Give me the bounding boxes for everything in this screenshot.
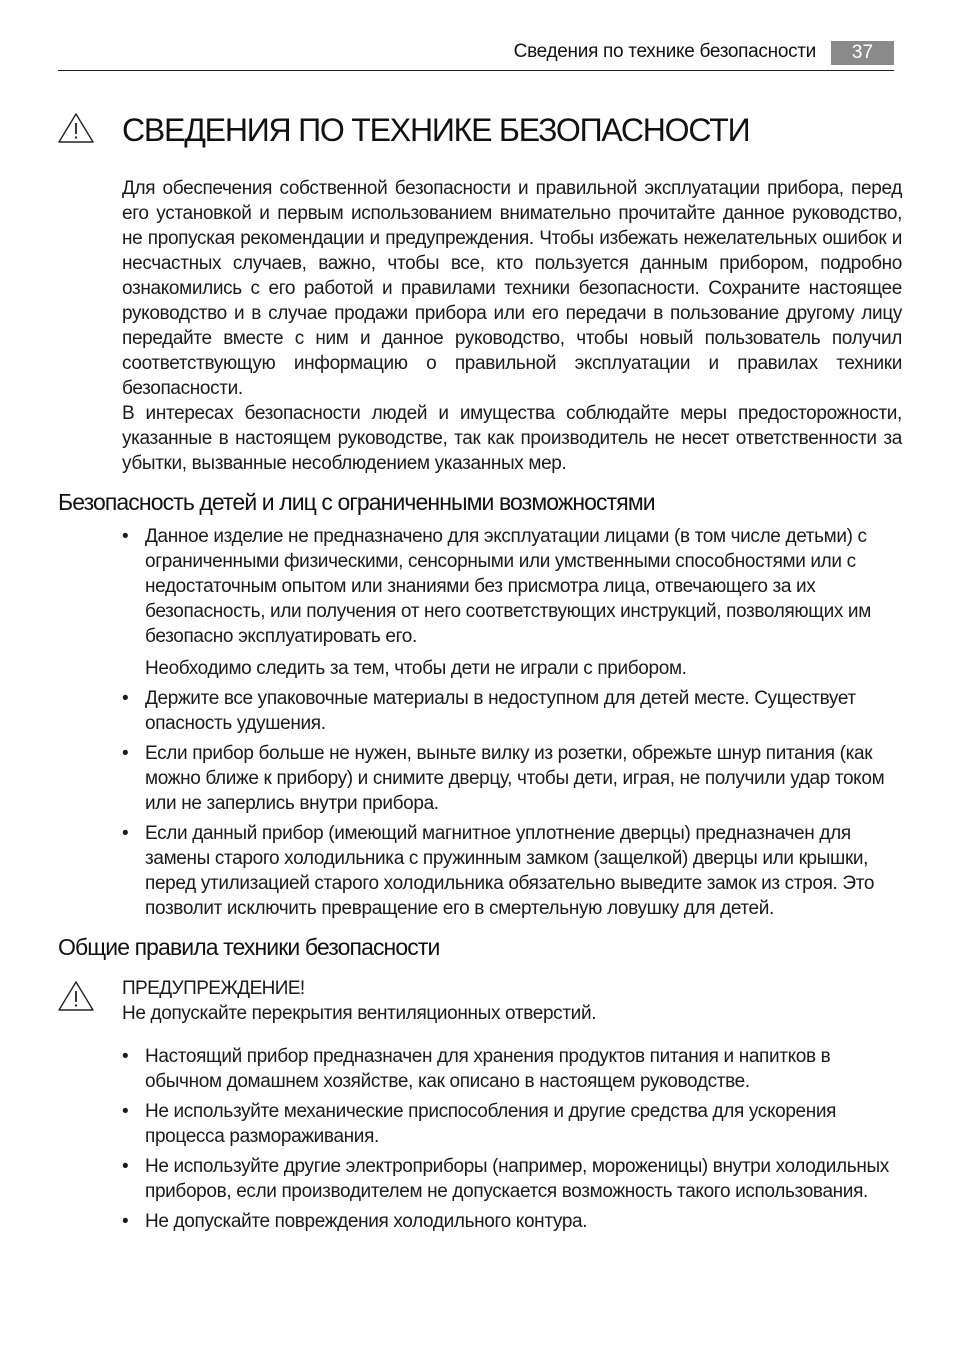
list-item-text: Если данный прибор (имеющий магнитное уплотнение дверцы) предназначен для замены старого холодильника с пружинным замком (защелкой) дверцы или крышки, перед утилизацией старого холодильника обязательно выведите замок из строя. Это позволит исключить превращение его в смертельную ловушку для детей. bbox=[145, 823, 875, 919]
bullet: • bbox=[122, 688, 129, 709]
general-safety-list bbox=[122, 1044, 902, 1239]
list-item bbox=[122, 1099, 902, 1149]
bullet: • bbox=[122, 1211, 129, 1232]
list-item bbox=[122, 1209, 902, 1234]
list-item-text: Не используйте другие электроприборы (например, мороженицы) внутри холодильных приборов, если производителем не допускается возможность такого использования. bbox=[145, 1156, 889, 1202]
list-item bbox=[122, 1044, 902, 1094]
list-item bbox=[122, 741, 902, 816]
intro-text bbox=[122, 176, 902, 476]
bullet: • bbox=[122, 1156, 129, 1177]
list-item-text: Не используйте механические приспособления и другие средства для ускорения процесса размораживания. bbox=[145, 1101, 837, 1147]
warning-triangle-icon bbox=[57, 112, 95, 144]
section-heading-child-safety: Безопасность детей и лиц с ограниченными возможностями bbox=[58, 489, 655, 515]
bullet: • bbox=[122, 526, 129, 547]
child-safety-list bbox=[122, 524, 902, 926]
intro-paragraph-2: В интересах безопасности людей и имущества соблюдайте меры предосторожности, указанные в настоящем руководстве, так как производитель не несет ответственности за убытки, вызванные несоблюдением указанных мер. bbox=[122, 403, 902, 474]
list-item-text: Не допускайте повреждения холодильного контура. bbox=[145, 1211, 588, 1232]
list-item-text: Держите все упаковочные материалы в недоступном для детей месте. Существует опасность удушения. bbox=[145, 688, 856, 734]
bullet: • bbox=[122, 1046, 129, 1067]
list-item bbox=[122, 524, 902, 681]
list-item-text: Данное изделие не предназначено для эксплуатации лицами (в том числе детьми) с ограниченными физическими, сенсорными или умственными способностями или с недостаточным опытом или знаниями без присмотра лица, отвечающего за их безопасность, или получения от него соответствующих инструкций, позволяющих им безопасно эксплуатировать его. bbox=[145, 526, 871, 647]
page-title: СВЕДЕНИЯ ПО ТЕХНИКЕ БЕЗОПАСНОСТИ bbox=[122, 112, 750, 148]
list-item bbox=[122, 821, 902, 921]
list-item-subtext: Необходимо следить за тем, чтобы дети не играли с прибором. bbox=[145, 658, 687, 679]
warning-block bbox=[122, 976, 902, 1026]
page-number: 37 bbox=[831, 41, 894, 65]
list-item-text: Если прибор больше не нужен, выньте вилку из розетки, обрежьте шнур питания (как можно ближе к прибору) и снимите дверцу, чтобы дети, играя, не получили удар током или не заперлись внутри прибора. bbox=[145, 743, 885, 814]
bullet: • bbox=[122, 1101, 129, 1122]
list-item-text: Настоящий прибор предназначен для хранения продуктов питания и напитков в обычном домашнем хозяйстве, как описано в настоящем руководстве. bbox=[145, 1046, 831, 1092]
list-item bbox=[122, 1154, 902, 1204]
warning-text: Не допускайте перекрытия вентиляционных отверстий. bbox=[122, 1003, 597, 1024]
warning-triangle-icon bbox=[57, 980, 95, 1012]
running-title: Сведения по технике безопасности bbox=[513, 41, 816, 62]
intro-paragraph-1: Для обеспечения собственной безопасности и правильной эксплуатации прибора, перед его установкой и первым использованием внимательно прочитайте данное руководство, не пропуская рекомендации и предупреждения. Чтобы избежать нежелательных ошибок и несчастных случаев, важно, чтобы все, кто пользуется данным прибором, подробно ознакомились с его работой и правилами техники безопасности. Сохраните настоящее руководство и в случае продажи прибора или его передачи в пользование другому лицу передайте вместе с ним и данное руководство, чтобы новый пользователь получил соответствующую информацию о правильной эксплуатации и правилах техники безопасности. bbox=[122, 178, 902, 399]
warning-title: ПРЕДУПРЕЖДЕНИЕ! bbox=[122, 978, 305, 999]
list-item bbox=[122, 686, 902, 736]
bullet: • bbox=[122, 823, 129, 844]
page-header bbox=[58, 38, 894, 71]
section-heading-general-safety: Общие правила техники безопасности bbox=[58, 934, 440, 960]
bullet: • bbox=[122, 743, 129, 764]
